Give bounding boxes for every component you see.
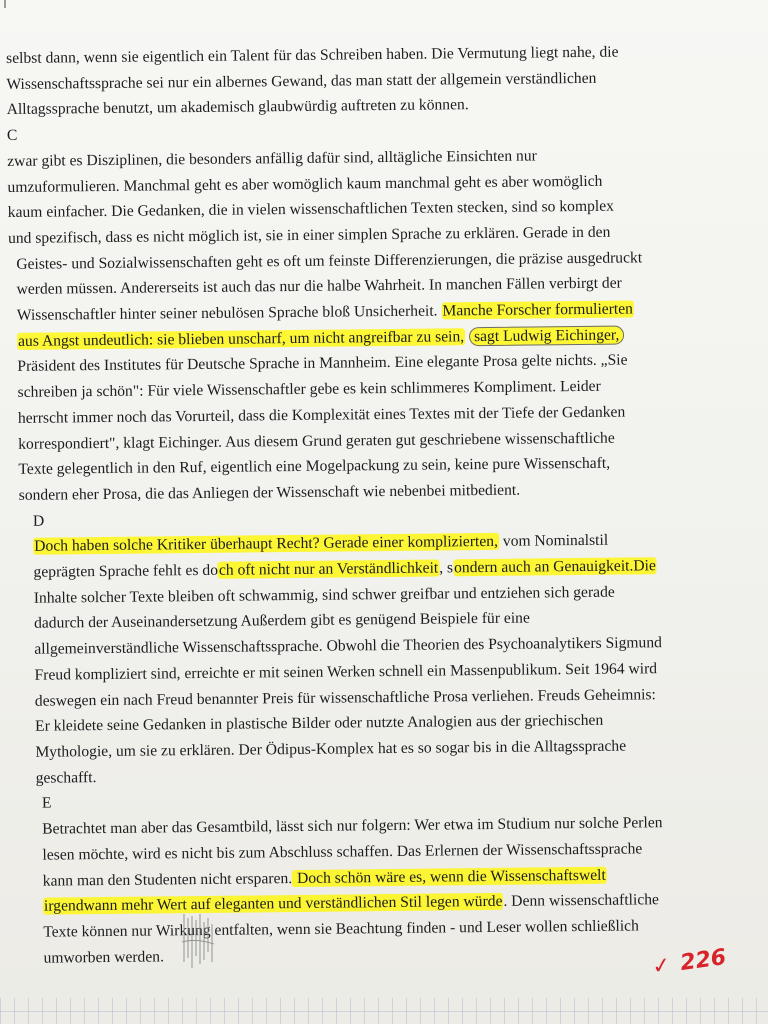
highlighted-text: aus Angst undeutlich: sie blieben unscharf, um nicht angreifbar zu sein,: [18, 327, 465, 350]
text-line: Alltagssprache benutzt, um akademisch glaubwürdig auftreten zu können.: [6, 96, 469, 119]
text-line: zwar gibt es Disziplinen, die besonders anfällig dafür sind, alltägliche Einsichten nur: [7, 147, 537, 170]
text-line: deswegen ein nach Freud benannter Preis für wissenschaftliche Prosa verliehen. Freuds Geheimnis:: [34, 685, 656, 710]
paragraph-d: [11, 527, 726, 791]
paragraph-c: [7, 141, 723, 508]
text-line: lesen möchte, wird es nicht bis zum Abschluss schaffen. Das Erlernen der Wissenschaftssprache: [42, 840, 643, 864]
paragraph-intro: [6, 39, 719, 124]
text-line: umworben werden.: [43, 948, 165, 967]
text-segment: geprägten Sprache fehlt es do: [33, 561, 219, 581]
text-line: Geistes- und Sozialwissenschaften geht es oft um feinste Differenzierungen, die präzise ausgedruckt: [16, 248, 643, 273]
text-line: korrespondiert", klagt Eichinger. Aus diesem Grund geraten gut geschriebene wissenschaftliche: [18, 429, 615, 453]
text-line: Freud kompliziert sind, erreichte er mit seinen Werken schnell ein Massenpublikum. Seit 1964 wird: [34, 660, 658, 684]
text-line: Texte gelegentlich in den Ruf, eigentlich eine Mogelpackung zu sein, keine pure Wissenschaft,: [18, 454, 611, 479]
text-line: Betrachtet man aber das Gesamtbild, lässt sich nur folgern: Wer etwa im Studium nur solche Perlen: [42, 814, 663, 838]
text-line: Er kleidete seine Gedanken in plastische Bilder oder nutzte Analogien aus der griechischen: [35, 712, 604, 736]
text-line: schreiben ja schön": Für viele Wissenschaftler gebe es kein schlimmeres Kompliment. Leider: [17, 377, 601, 402]
highlighted-text: ch oft nicht nur an Verständlichkeit: [218, 559, 439, 579]
corner-mark: [4, 0, 6, 8]
section-letter-d: D: [32, 512, 45, 530]
text-line: geschafft.: [35, 768, 97, 787]
text-line: und spezifisch, dass es nicht möglich ist, sie in einer simplen Sprache zu erklären. Gerade in den: [7, 223, 611, 247]
checkmark-icon: ✓: [650, 952, 672, 981]
text-line: herrscht immer noch das Vorurteil, dass die Komplexität eines Textes mit der Tiefe der Gedanken: [17, 403, 626, 427]
text-line: dadurch der Auseinandersetzung Außerdem gibt es genügend Beispiele für eine: [33, 610, 530, 633]
text-segment: kann man den Studenten nicht ersparen.: [42, 869, 293, 890]
highlighted-text: ondern auch an Genauigkeit.Die: [453, 557, 656, 577]
text-line: Präsident des Institutes für Deutsche Sprache in Mannheim. Eine elegante Prosa gelte nichts. „Sie: [17, 351, 628, 376]
highlighted-text: irgendwann mehr Wert auf eleganten und verständlichen Stil legen würde: [43, 893, 503, 915]
page-number-annotation: 226: [678, 944, 728, 977]
text-segment: vom Nominalstil: [498, 532, 609, 551]
circled-text: sagt Ludwig Eichinger,: [469, 325, 625, 346]
document-text: [6, 39, 728, 972]
text-segment: Wissenschaftler hinter seiner nebulösen Sprache bloß Unsicherheit.: [16, 302, 442, 324]
highlighted-text: Manche Forscher formulierten: [442, 300, 634, 320]
text-line: Mythologie, um sie zu erklären. Der Ödipus-Komplex hat es so sogar bis in die Alltagssprache: [35, 737, 627, 761]
text-line: Texte können nur Wirkung entfalten, wenn sie Beachtung finden - und Leser wollen schließlich: [43, 917, 639, 941]
graph-paper-edge: [0, 998, 768, 1024]
text-line: Wissenschaftssprache sei nur ein albernes Gewand, das man statt der allgemein verständlichen: [6, 69, 597, 93]
text-segment: . Denn wissenschaftliche: [503, 891, 660, 911]
text-segment: , s: [439, 559, 454, 577]
section-letter-e: E: [41, 794, 52, 813]
text-line: Inhalte solcher Texte bleiben oft schwammig, sind schwer greifbar und entziehen sich gerade: [33, 583, 615, 607]
paragraph-e: [14, 810, 728, 972]
text-line: umzuformulieren. Manchmal geht es aber womöglich kaum manchmal geht es aber womöglich: [7, 172, 603, 196]
highlighted-text: Doch schön wäre es, wenn die Wissenschaftswelt: [293, 866, 606, 887]
text-line: allgemeinverständliche Wissenschaftssprache. Obwohl die Theorien des Psychoanalytikers Sigmund: [34, 634, 662, 658]
pencil-scribble: [176, 912, 226, 972]
text-line: selbst dann, wenn sie eigentlich ein Talent für das Schreiben haben. Die Vermutung liegt nahe, die: [6, 43, 619, 67]
text-line: kaum einfacher. Die Gedanken, die in vielen wissenschaftlichen Texten stecken, sind so komplex: [7, 197, 614, 222]
section-letter-c: C: [6, 126, 18, 145]
text-line: werden müssen. Andererseits ist auch das nur die halbe Wahrheit. In manchen Fällen verbirgt der: [16, 274, 622, 299]
highlighted-text: Doch haben solche Kritiker überhaupt Recht? Gerade einer komplizierten,: [34, 533, 499, 556]
text-line: sondern eher Prosa, die das Anliegen der Wissenschaft wie nebenbei mitbedient.: [18, 481, 521, 504]
